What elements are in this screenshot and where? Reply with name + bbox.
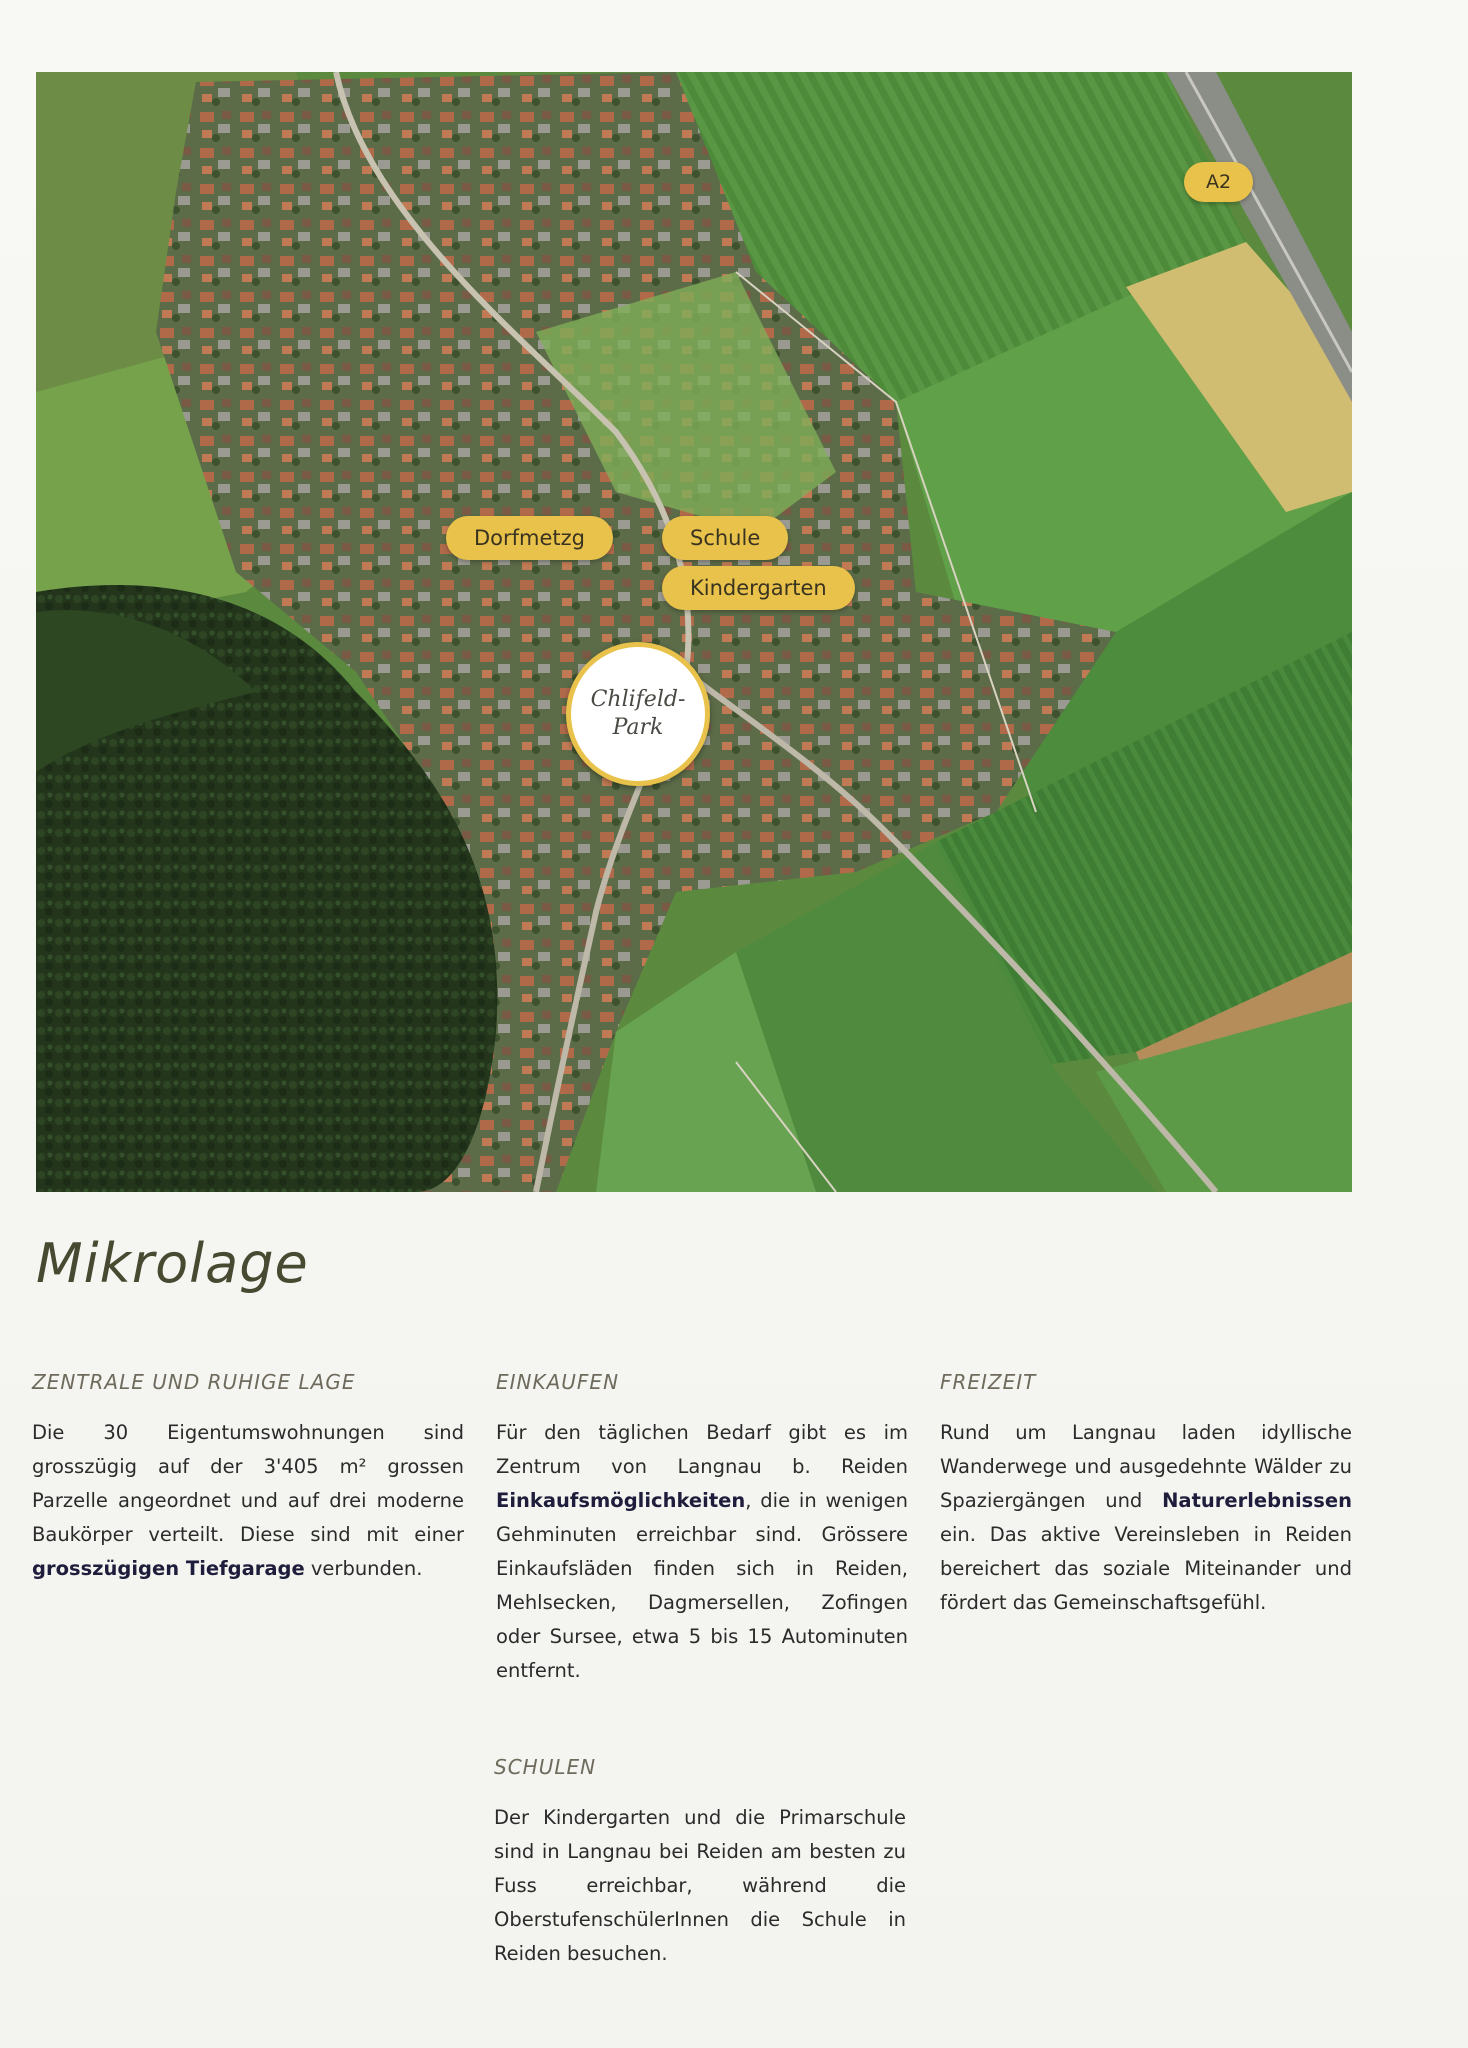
park-name-line1: Chlifeld- [590, 687, 686, 712]
aerial-map-image [36, 72, 1352, 1192]
section-title-lage: ZENTRALE UND RUHIGE LAGE [32, 1370, 356, 1394]
section-text-schulen: Der Kindergarten und die Primarschule sind in Langnau bei Reiden am besten zu Fuss erreichbar, während die OberstufenschülerInnen die Schule in Reiden besuchen. [494, 1806, 906, 1965]
section-einkaufen [496, 1370, 908, 1688]
section-title-schulen: SCHULEN [494, 1755, 597, 1779]
aerial-photo [36, 72, 1352, 1192]
page-title: Mikrolage [36, 1232, 309, 1295]
park-name-line2: Park [612, 715, 664, 740]
section-schulen [494, 1755, 906, 1971]
kindergarten-label: Kindergarten [662, 566, 855, 610]
section-text-lage: Die 30 Eigentumswohnungen sind grosszügig auf der 3'405 m² grossen Parzelle angeordnet und auf drei moderne Baukörper verteilt. Diese sind mit einer grosszügigen Tiefgarage verbunden. [32, 1421, 464, 1580]
section-text-freizeit: Rund um Langnau laden idyllische Wanderwege und ausgedehnte Wälder zu Spaziergängen und Naturerlebnissen ein. Das aktive Vereinsleben in Reiden bereichert das soziale Miteinander und fördert das Gemeinschaftsgefühl. [940, 1421, 1352, 1614]
section-title-freizeit: FREIZEIT [940, 1370, 1037, 1394]
highway-label: A2 [1184, 162, 1253, 202]
school-label: Schule [662, 516, 788, 560]
chlifeld-park-marker [566, 642, 710, 786]
section-title-einkaufen: EINKAUFEN [496, 1370, 620, 1394]
section-text-einkaufen: Für den täglichen Bedarf gibt es im Zentrum von Langnau b. Reiden Einkaufsmöglichkeiten, die in wenigen Gehminuten erreichbar sind. Grössere Einkaufsläden finden sich in Reiden, Mehlsecken, Dagmersellen, Zofingen oder Sursee, etwa 5 bis 15 Autominuten entfernt. [496, 1421, 908, 1682]
butcher-label: Dorfmetzg [446, 516, 613, 560]
section-freizeit [940, 1370, 1352, 1620]
section-lage [32, 1370, 464, 1586]
